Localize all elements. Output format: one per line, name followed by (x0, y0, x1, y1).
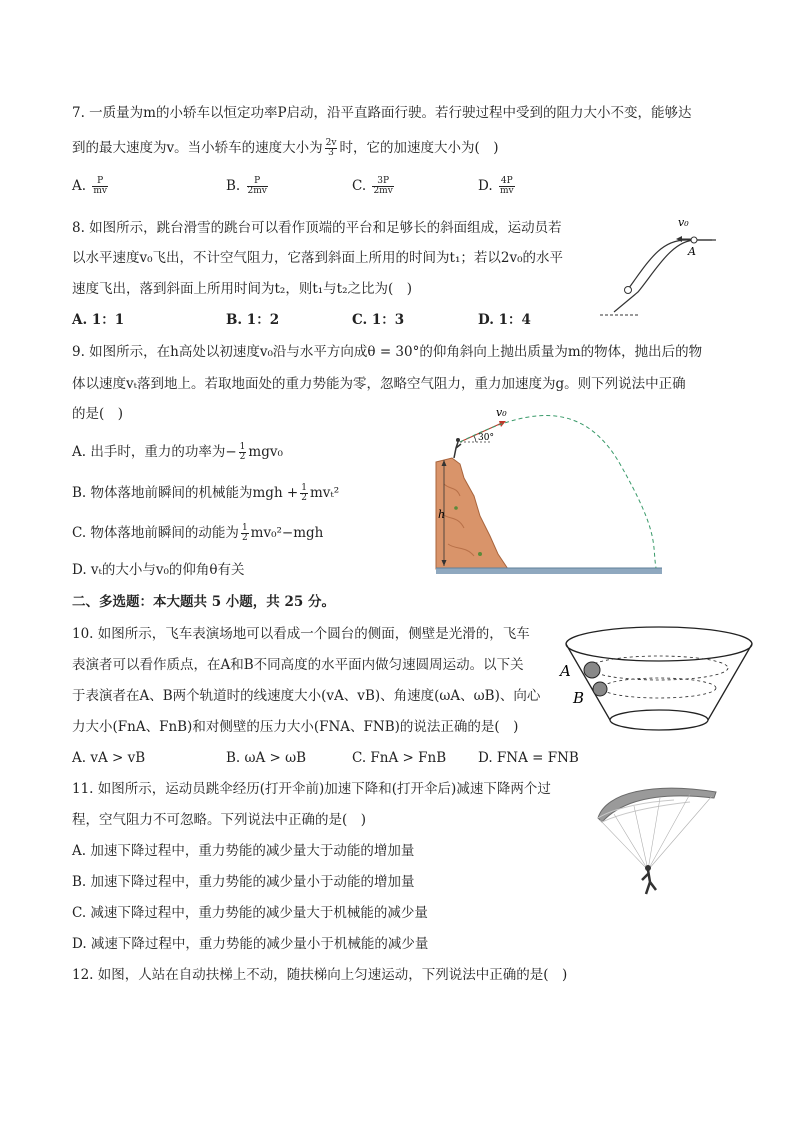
q12-stem-line1: 12. 如图，人站在自动扶梯上不动，随扶梯向上匀速运动，下列说法中正确的是( ) (72, 967, 568, 983)
h-label: h (438, 508, 446, 521)
q9-option-a[interactable]: A. 出手时，重力的功率为− $\frac{1}{2}$ mgv₀ (72, 442, 283, 462)
ground (436, 568, 662, 574)
q10-option-c[interactable]: C. FnA > FnB (352, 750, 447, 766)
q7-option-d[interactable]: D. $\frac{4P}{mv}$ (478, 176, 514, 196)
q11-stem-line2: 程，空气阻力不可忽略。下列说法中正确的是( ) (72, 812, 367, 828)
q9-stem-line1: 9. 如图所示，在h高处以初速度v₀沿与水平方向成θ = 30°的仰角斜向上抛出质量为m的物体，抛出后的物 (72, 344, 703, 360)
thrower-figure (454, 442, 461, 458)
q11-option-b[interactable]: B. 加速下降过程中，重力势能的减少量小于动能的增加量 (72, 874, 415, 890)
q7-option-c[interactable]: C. $\frac{3P}{2mv}$ (352, 176, 393, 196)
q9-stem-line3: 的是( ) (72, 406, 124, 422)
truncated-cone-figure (560, 622, 750, 740)
q7-option-a[interactable]: A. $\frac{P}{mv}$ (72, 176, 107, 196)
ski-platform-outline (626, 240, 712, 292)
cliff-projectile-figure (430, 404, 670, 576)
label-a: A (560, 662, 571, 680)
q10-stem-line1: 10. 如图所示，飞车表演场地可以看成一个圆台的侧面，侧壁是光滑的，飞车 (72, 626, 530, 642)
skier-start-point (691, 237, 697, 243)
orbit-b (602, 678, 716, 698)
q9-stem-line2: 体以速度vₜ落到地上。若取地面处的重力势能为零，忽略空气阻力，重力加速度为g。则下列说法中正确 (72, 376, 686, 392)
q8-option-d[interactable]: D. 1：4 (478, 312, 531, 328)
q8-option-b[interactable]: B. 1：2 (226, 312, 280, 328)
q11-option-c[interactable]: C. 减速下降过程中，重力势能的减少量大于机械能的减少量 (72, 905, 428, 921)
q11-option-a[interactable]: A. 加速下降过程中，重力势能的减少量大于动能的增加量 (72, 843, 415, 859)
cliff-rock (436, 458, 508, 569)
q11-option-d[interactable]: D. 减速下降过程中，重力势能的减少量小于机械能的减少量 (72, 936, 429, 952)
q10-option-d[interactable]: D. FNA = FNB (478, 750, 579, 766)
q9-option-c[interactable]: C. 物体落地前瞬间的动能为 $\frac{1}{2}$ mv₀²−mgh (72, 523, 324, 543)
q8-option-c[interactable]: C. 1：3 (352, 312, 405, 328)
q7-stem-line2: 到的最大速度为v。当小轿车的速度大小为 $\frac{2v}{3}$ 时，它的加速度大小为( ) (72, 138, 499, 158)
cone-bottom-rim (610, 710, 708, 730)
landing-point (625, 287, 632, 294)
q7-speed-fraction: $\frac{2v}{3}$ (325, 138, 337, 158)
v0-label: v₀ (496, 406, 507, 419)
q11-stem-line1: 11. 如图所示，运动员跳伞经历(打开伞前)加速下降和(打开伞后)减速下降两个过 (72, 781, 551, 797)
q10-stem-line2: 表演者可以看作质点，在A和B不同高度的水平面内做匀速圆周运动。以下关 (72, 657, 524, 673)
q10-option-b[interactable]: B. ωA > ωB (226, 750, 307, 766)
ski-jump-figure (600, 210, 730, 320)
q7-stem-line1: 7. 一质量为m的小轿车以恒定功率P启动，沿平直路面行驶。若行驶过程中受到的阻力大小不变，能够达 (72, 105, 692, 121)
q8-stem-line2: 以水平速度v₀飞出，不计空气阻力，它落到斜面上所用的时间为t₁；若以2v₀的水平 (72, 250, 564, 266)
q8-option-a[interactable]: A. 1：1 (72, 312, 125, 328)
cone-top-rim (566, 627, 752, 661)
q10-stem-line3: 于表演者在A、B两个轨道时的线速度大小(vA、vB)、角速度(ωA、ωB)、向心 (72, 688, 541, 704)
q9-option-b[interactable]: B. 物体落地前瞬间的机械能为mgh + $\frac{1}{2}$ mvₜ² (72, 483, 340, 503)
q9-option-d[interactable]: D. vₜ的大小与v₀的仰角θ有关 (72, 562, 245, 578)
angle-label: 30° (478, 433, 494, 443)
performer-a (584, 662, 600, 678)
q8-stem-line1: 8. 如图所示，跳台滑雪的跳台可以看作顶端的平台和足够长的斜面组成，运动员若 (72, 220, 562, 236)
parachutist-body (642, 870, 656, 894)
q10-stem-line4: 力大小(FnA、FnB)和对侧壁的压力大小(FNA、FNB)的说法正确的是( ) (72, 719, 519, 735)
ski-slope-line (614, 240, 716, 312)
performer-b (593, 682, 607, 696)
section2-header: 二、多选题：本大题共 5 小题，共 25 分。 (72, 594, 335, 610)
q10-option-a[interactable]: A. vA > vB (72, 750, 146, 766)
orbit-a (590, 656, 728, 680)
q7-option-b[interactable]: B. $\frac{P}{2mv}$ (226, 176, 267, 196)
parachute-figure (594, 782, 722, 906)
label-b: B (573, 689, 585, 707)
v0-label: v₀ (678, 216, 689, 229)
point-a-label: A (688, 245, 696, 258)
q8-stem-line3: 速度飞出，落到斜面上所用时间为t₂，则t₁与t₂之比为( ) (72, 281, 413, 297)
